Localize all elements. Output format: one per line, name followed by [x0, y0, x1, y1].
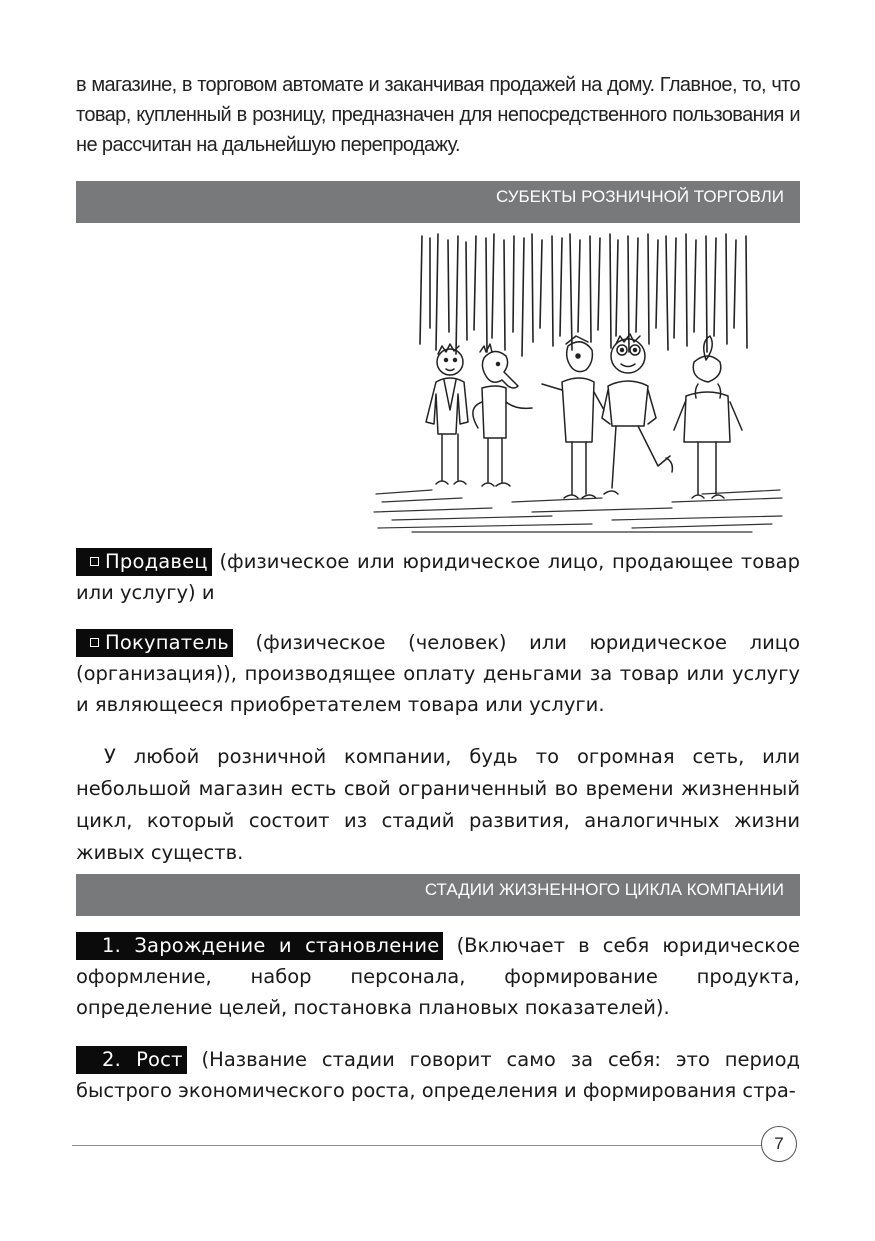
- square-bullet-icon: [90, 638, 99, 647]
- section-band-title: СУБЕКТЫ РОЗНИЧНОЙ ТОРГОВЛИ: [496, 187, 784, 206]
- stage-2-paragraph: 2. Рост (Название стадии говорит само за себя: это период быстрого экономического роста, определения и формирования стра-: [76, 1048, 800, 1102]
- stage-1-paragraph: 1. Зарождение и становление (Включает в себя юридическое оформление, набор персонала, формирование продукта, определение целей, постановка плановых показателей).: [76, 934, 800, 1019]
- person-2-icon: [473, 344, 532, 486]
- section-band-subjects: [76, 181, 800, 223]
- lifecycle-paragraph: У любой розничной компании, будь то огромная сеть, или небольшой магазин есть свой ограниченный во времени жизненный цикл, который состоит из стадий развития, аналогичных жизни живых существ.: [76, 745, 800, 864]
- square-bullet-icon: [90, 557, 99, 566]
- stage-2-label-tag: 2. Рост: [76, 1046, 187, 1074]
- section-band-stages: [76, 874, 800, 916]
- person-1-icon: [426, 344, 468, 484]
- footer-divider: [72, 1145, 762, 1146]
- cartoon-people-illustration: [372, 232, 792, 537]
- seller-paragraph: Продавец (физическое или юридическое лицо, продающее товар или услугу) и: [76, 550, 800, 604]
- person-3-icon: [542, 336, 604, 498]
- page-number: 7: [761, 1126, 797, 1162]
- rain-lines-icon: [420, 234, 747, 356]
- seller-label-tag: Продавец: [76, 548, 212, 576]
- person-4-icon: [602, 334, 672, 494]
- stage-1-label-tag: 1. Зарождение и становление: [76, 932, 443, 960]
- buyer-label-tag: Покупатель: [76, 629, 233, 657]
- buyer-paragraph: Покупатель (физическое (человек) или юридическое лицо (организация)), производящее оплату деньгами за товар или услугу и являющееся приобретателем товара или услуги.: [76, 631, 800, 716]
- intro-paragraph: в магазине, в торговом автомате и заканчивая продажей на дому. Главное, то, что товар, купленный в розницу, предназначен для непосредственного пользования и не рассчитан на дальнейшую перепродажу.: [76, 74, 800, 156]
- section-band-title: СТАДИИ ЖИЗНЕННОГО ЦИКЛА КОМПАНИИ: [424, 880, 784, 899]
- person-5-icon: [674, 336, 742, 498]
